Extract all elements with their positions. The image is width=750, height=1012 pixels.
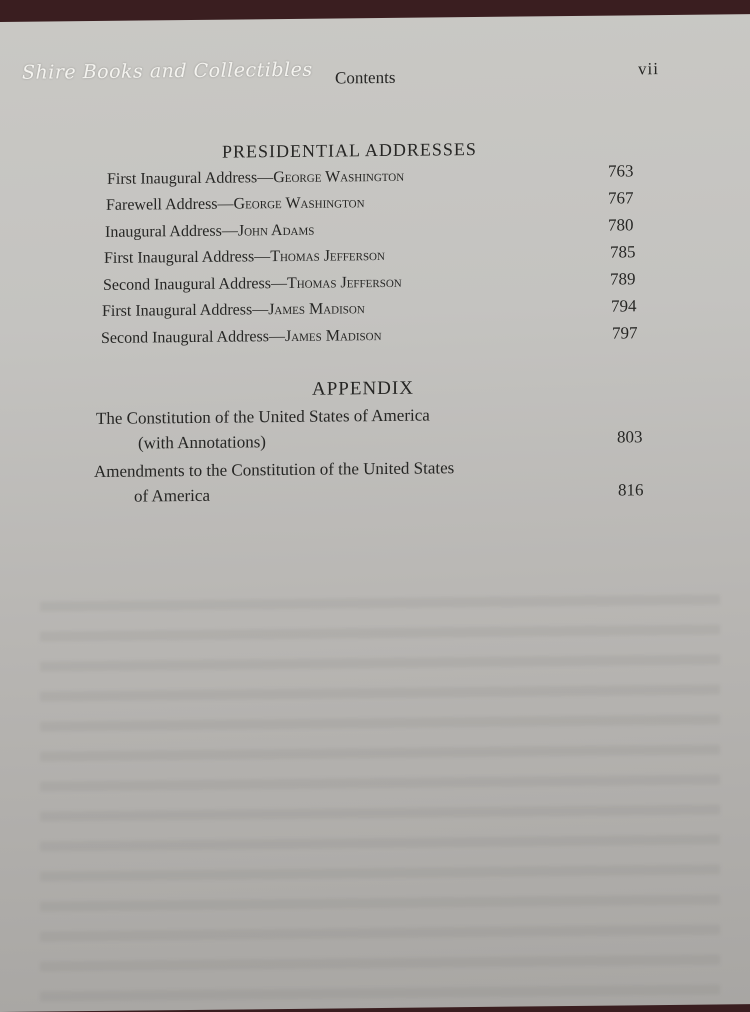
section-title-appendix: APPENDIX <box>312 377 414 400</box>
entry-author: James Madison <box>268 300 365 319</box>
page-number: vii <box>638 59 659 79</box>
entry-author: James Madison <box>284 327 382 346</box>
entry-page: 794 <box>611 296 637 316</box>
book-page <box>0 14 750 1012</box>
section-title-presidential: PRESIDENTIAL ADDRESSES <box>222 139 477 162</box>
entry-author: Thomas Jefferson <box>270 246 385 266</box>
entry-page: 785 <box>610 242 636 262</box>
toc-entry <box>102 300 365 321</box>
entry-title: First Inaugural Address— <box>107 169 274 188</box>
entry-page: 789 <box>610 269 636 289</box>
toc-entry-line: The Constitution of the United States of America <box>96 405 430 428</box>
toc-entry-line: of America <box>134 485 210 506</box>
entry-title: Second Inaugural Address— <box>103 274 287 294</box>
toc-entry <box>104 247 385 268</box>
entry-page: 780 <box>608 215 634 235</box>
entry-page: 816 <box>618 480 644 500</box>
entry-title: Inaugural Address— <box>105 222 238 241</box>
entry-page: 803 <box>617 427 643 447</box>
entry-author: George Washington <box>273 167 405 187</box>
running-head: Contents <box>335 67 396 88</box>
toc-entry <box>106 194 365 215</box>
toc-entry <box>107 168 404 189</box>
entry-author: George Washington <box>233 194 365 213</box>
toc-entry-line: Amendments to the Constitution of the United States <box>94 458 455 482</box>
entry-author: John Adams <box>237 221 315 240</box>
entry-page: 767 <box>608 188 634 208</box>
entry-page: 763 <box>608 161 634 181</box>
toc-entry <box>103 274 402 295</box>
entry-title: Farewell Address— <box>106 195 234 214</box>
toc-entry <box>105 222 314 242</box>
entry-page: 797 <box>612 323 638 343</box>
entry-author: Thomas Jefferson <box>286 273 402 292</box>
watermark: Shire Books and Collectibles <box>22 58 313 84</box>
entry-title: First Inaugural Address— <box>102 301 269 320</box>
entry-title: First Inaugural Address— <box>104 248 271 267</box>
show-through-text <box>40 574 720 1001</box>
toc-entry-line: (with Annotations) <box>138 432 266 453</box>
entry-title: Second Inaugural Address— <box>101 328 285 347</box>
toc-entry <box>101 327 382 348</box>
